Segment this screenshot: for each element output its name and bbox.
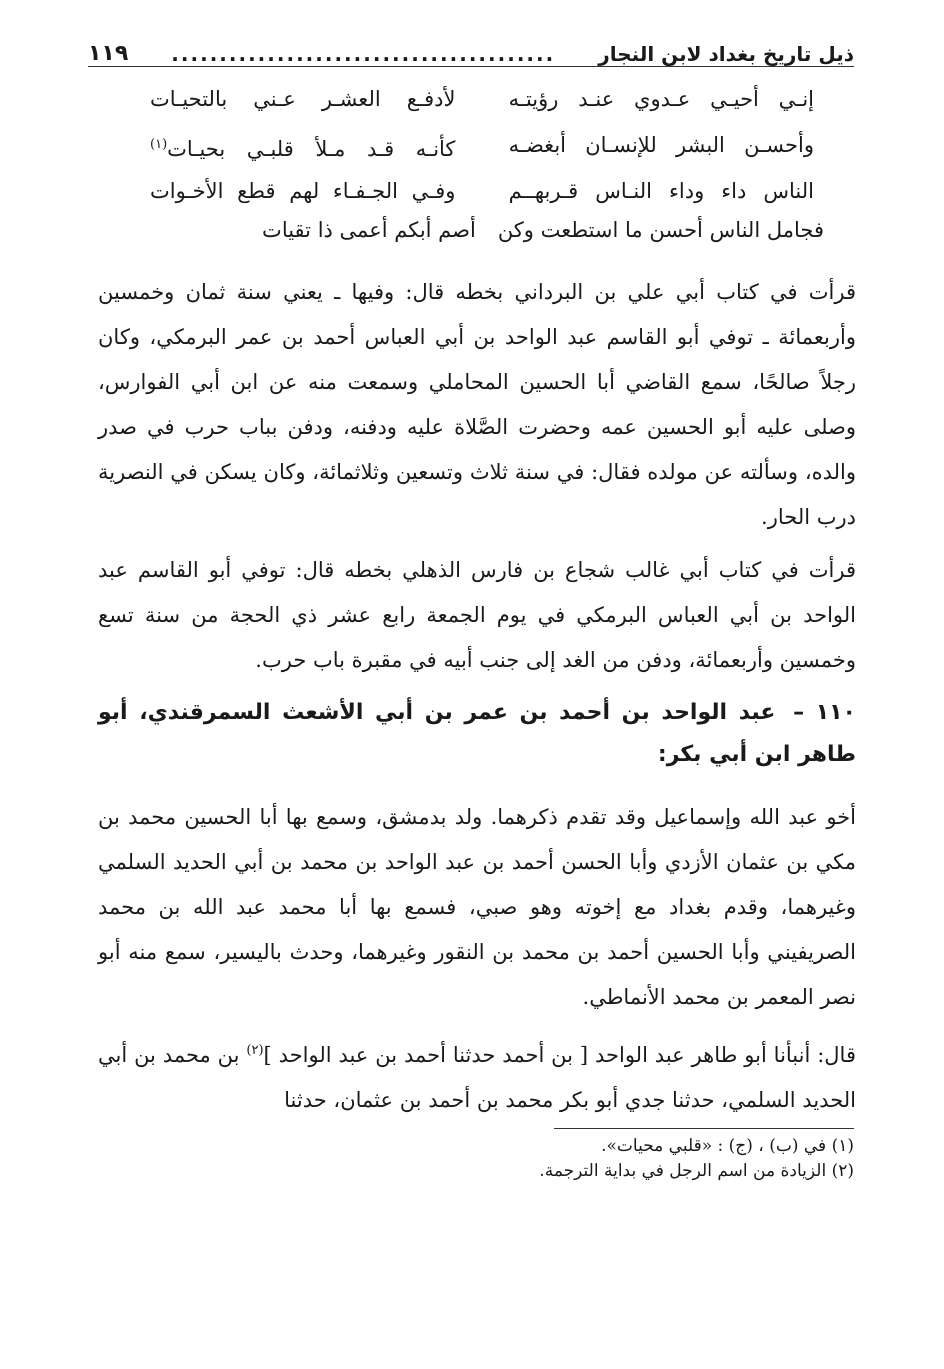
paragraph: قرأت في كتاب أبي علي بن البرداني بخطه قال: وفيها ـ يعني سنة ثمان وخمسين وأربعمائة ـ توفي أبو القاسم عبد الواحد بن أبي العباس أحمد بن عمر البرمكي، وكان رجلاً صالحًا، سمع القاضي أبا الحسين المحاملي وسمعت منه عن ابن أبي الفوارس، وصلى عليه أبو الحسين عمه وحضرت الصَّلاة عليه ودفنه، ودفن بباب حرب في صدر والده، وسألته عن مولده فقال: في سنة ثلاث وتسعين وثلاثمائة، وكان يسكن في النصرية درب الحار.	[98, 280, 856, 529]
verse-hemistich-left: أصم أبكم أعمى ذا تقيات	[262, 218, 476, 242]
footnote-separator	[554, 1128, 854, 1129]
paragraph-text: بن محمد بن أبي الحديد السلمي، حدثنا جدي أبو بكر محمد بن أحمد بن عثمان، حدثنا	[98, 1043, 856, 1112]
page-number: ١١٩	[88, 41, 129, 66]
paragraph	[98, 1028, 856, 1123]
verse-hemistich-left	[150, 122, 455, 168]
poem	[150, 76, 814, 214]
verse-hemistich-right: إنـي أحيـي عـدوي عنـد رؤيتـه	[508, 87, 814, 111]
entry-number: ١١٠ –	[793, 700, 856, 725]
entry-heading	[98, 692, 856, 776]
footnote: (١) في (ب) ، (ج) : «قلبي محيات».	[601, 1136, 854, 1156]
footnote: (٢) الزيادة من اسم الرجل في بداية الترجمة.	[539, 1161, 854, 1181]
footnote-ref-1: (١)	[150, 137, 168, 152]
verse-hemistich-left: وفـي الجـفـاء لهم قطع الأخـوات	[150, 179, 456, 203]
footnote-ref-2: (٢)	[246, 1043, 264, 1058]
running-header	[88, 30, 854, 67]
book-title: ذيل تاريخ بغداد لابن النجار	[598, 42, 854, 66]
verse-line-single	[262, 218, 824, 242]
paragraph-text: قال: أنبأنا أبو طاهر عبد الواحد [ بن أحمد حدثنا أحمد بن عبد الواحد ]	[263, 1043, 856, 1067]
verse-line	[150, 76, 814, 122]
verse-line	[150, 122, 814, 168]
verse-hemistich-right: وأحسـن البشر للإنسـان أبغضـه	[508, 133, 814, 157]
verse-line	[150, 168, 814, 214]
footnotes	[400, 1134, 854, 1184]
verse-hemistich-left: لأدفـع العشـر عـني بالتحيـات	[150, 87, 456, 111]
paragraph: قرأت في كتاب أبي غالب شجاع بن فارس الذهلي بخطه قال: توفي أبو القاسم عبد الواحد بن أبي العباس البرمكي في يوم الجمعة رابع عشر ذي الحجة من سنة تسع وخمسين وأربعمائة، ودفن من الغد إلى جنب أبيه في مقبرة باب حرب.	[98, 558, 856, 672]
header-dots: ........................................	[171, 42, 556, 66]
verse-hemistich-right: فجامل الناس أحسن ما استطعت وكن	[497, 218, 824, 242]
verse-hemistich-right: الناس داء وداء النـاس قـربهــم	[508, 179, 814, 203]
verse-text: كأنـه قـد مـلأ قلبـي بحيـات	[167, 137, 456, 161]
entry-title: عبد الواحد بن أحمد بن عمر بن أبي الأشعث السمرقندي، أبو طاهر ابن أبي بكر:	[98, 700, 856, 767]
paragraph: أخو عبد الله وإسماعيل وقد تقدم ذكرهما. ولد بدمشق، وسمع بها أبا الحسين محمد بن مكي بن عثمان الأزدي وأبا الحسن أحمد بن عبد الواحد بن محمد بن أبي الحديد السلمي وغيرهما، وقدم بغداد مع إخوته وهو صبي، فسمع بها أبا محمد عبد الله بن محمد الصريفيني وأبا الحسين أحمد بن محمد بن النقور وغيرهما، وحدث باليسير، سمع منه أبو نصر المعمر بن محمد الأنماطي.	[98, 805, 856, 1009]
